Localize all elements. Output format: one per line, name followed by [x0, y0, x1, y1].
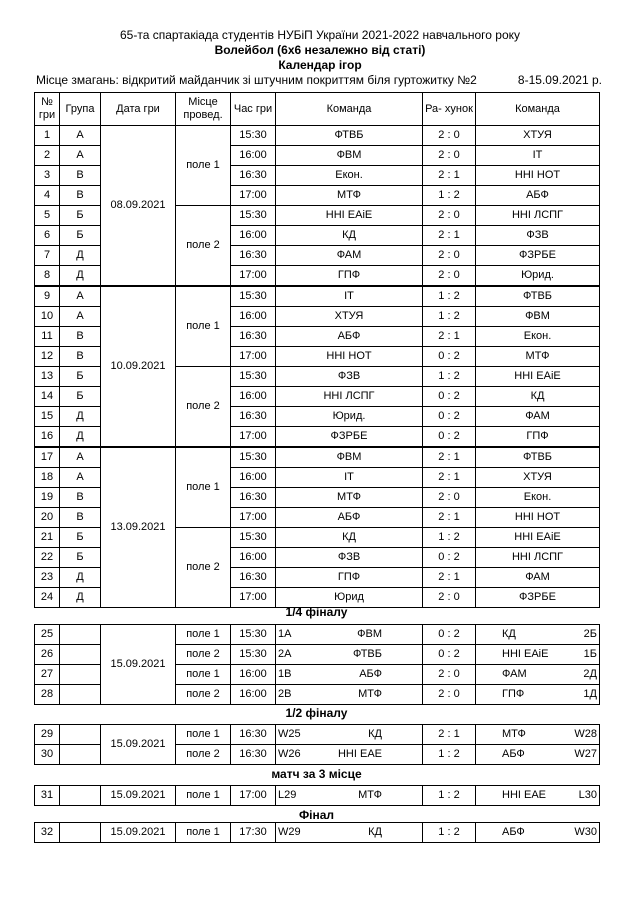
- col-group-header: Група: [60, 93, 101, 126]
- score-cell: 0 : 2: [423, 387, 476, 407]
- team2-cell: Юрид.: [476, 266, 600, 287]
- group-cell: Б: [60, 206, 101, 226]
- game-num-cell: 5: [35, 206, 60, 226]
- team1-cell: ГПФ: [276, 568, 423, 588]
- game-num-cell: 7: [35, 246, 60, 266]
- team2-cell: ФТВБ: [476, 447, 600, 468]
- group-cell: В: [60, 186, 101, 206]
- team2-cell: ННІ ЕАіЕ: [476, 367, 600, 387]
- table-row: [35, 625, 600, 645]
- date-cell: 15.09.2021: [101, 786, 176, 806]
- team2-cell: [476, 725, 600, 745]
- place-cell: поле 1: [176, 823, 231, 843]
- score-cell: 2 : 1: [423, 568, 476, 588]
- place-cell: поле 1: [176, 447, 231, 528]
- team1-cell: Юрид: [276, 588, 423, 608]
- game-num-cell: 31: [35, 786, 60, 806]
- team2-cell: [476, 745, 600, 765]
- group-cell: В: [60, 166, 101, 186]
- time-cell: 16:00: [231, 307, 276, 327]
- game-num-cell: 11: [35, 327, 60, 347]
- time-cell: 16:30: [231, 327, 276, 347]
- score-cell: 1 : 2: [423, 367, 476, 387]
- team2-cell: ФЗРБЕ: [476, 246, 600, 266]
- score-cell: 2 : 0: [423, 146, 476, 166]
- time-cell: 15:30: [231, 528, 276, 548]
- game-num-cell: 25: [35, 625, 60, 645]
- team2-cell: [476, 823, 600, 843]
- seed-code: 1Д: [583, 688, 597, 700]
- game-num-cell: 18: [35, 468, 60, 488]
- place-cell: поле 2: [176, 528, 231, 608]
- game-num-cell: 4: [35, 186, 60, 206]
- place-cell: поле 2: [176, 685, 231, 705]
- group-cell: [60, 786, 101, 806]
- team1-cell: [276, 823, 423, 843]
- game-num-cell: 3: [35, 166, 60, 186]
- table-header-row: [35, 93, 600, 126]
- team2-cell: ФАМ: [476, 407, 600, 427]
- document-title: 65-та спартакіада студентів НУБіП України 2021-2022 навчального року: [120, 28, 520, 42]
- team1-cell: ГПФ: [276, 266, 423, 287]
- team1-cell: [276, 665, 423, 685]
- team1-cell: ННІ ЕАіЕ: [276, 206, 423, 226]
- game-num-cell: 29: [35, 725, 60, 745]
- score-cell: 1 : 2: [423, 528, 476, 548]
- game-num-cell: 13: [35, 367, 60, 387]
- score-cell: 2 : 1: [423, 508, 476, 528]
- seed-code: 1Б: [583, 648, 597, 660]
- stage-title: 1/2 фіналу: [285, 706, 348, 720]
- playoff-table: [34, 724, 600, 765]
- table-row: [35, 823, 600, 843]
- time-cell: 17:00: [231, 786, 276, 806]
- col-date-header: Дата гри: [101, 93, 176, 126]
- team1-cell: ФТВБ: [276, 126, 423, 146]
- team2-cell: [476, 786, 600, 806]
- team1-cell: [276, 625, 423, 645]
- seed-code: 2А: [278, 648, 292, 660]
- date-cell: 15.09.2021: [101, 725, 176, 765]
- place-cell: поле 2: [176, 645, 231, 665]
- game-num-cell: 6: [35, 226, 60, 246]
- team1-cell: ННІ НОТ: [276, 347, 423, 367]
- seed-code: W27: [574, 748, 597, 760]
- team1-cell: ІТ: [276, 468, 423, 488]
- score-cell: 1 : 2: [423, 307, 476, 327]
- col-time-header: Час гри: [231, 93, 276, 126]
- col-team2-header: Команда: [476, 93, 600, 126]
- time-cell: 17:00: [231, 588, 276, 608]
- seed-code: 2Д: [583, 668, 597, 680]
- date-cell: 15.09.2021: [101, 823, 176, 843]
- team2-cell: ННІ НОТ: [476, 166, 600, 186]
- place-cell: поле 2: [176, 745, 231, 765]
- score-cell: 1 : 2: [423, 786, 476, 806]
- time-cell: 16:00: [231, 665, 276, 685]
- game-num-cell: 23: [35, 568, 60, 588]
- team2-cell: ННІ ЛСПГ: [476, 206, 600, 226]
- game-num-cell: 2: [35, 146, 60, 166]
- group-cell: Б: [60, 387, 101, 407]
- stage-title: матч за 3 місце: [271, 767, 362, 781]
- team-name: ННІ ЕАЕ: [502, 789, 547, 801]
- team1-cell: Екон.: [276, 166, 423, 186]
- place-cell: поле 1: [176, 786, 231, 806]
- group-cell: Д: [60, 568, 101, 588]
- group-cell: В: [60, 347, 101, 367]
- score-cell: 2 : 0: [423, 126, 476, 146]
- col-place-header: Місце провед.: [176, 93, 231, 126]
- table-row: [35, 447, 600, 468]
- score-cell: 2 : 0: [423, 266, 476, 287]
- seed-code: W28: [574, 728, 597, 740]
- group-cell: Д: [60, 407, 101, 427]
- group-cell: А: [60, 126, 101, 146]
- date-cell: 10.09.2021: [101, 286, 176, 447]
- team2-cell: Екон.: [476, 488, 600, 508]
- time-cell: 16:30: [231, 725, 276, 745]
- group-cell: А: [60, 307, 101, 327]
- stage-title: 1/4 фіналу: [285, 605, 348, 619]
- score-cell: 1 : 2: [423, 186, 476, 206]
- place-cell: поле 1: [176, 725, 231, 745]
- game-num-cell: 10: [35, 307, 60, 327]
- team1-cell: МТФ: [276, 488, 423, 508]
- table-row: [35, 786, 600, 806]
- team2-cell: ФЗРБЕ: [476, 588, 600, 608]
- score-cell: 2 : 0: [423, 665, 476, 685]
- team2-cell: [476, 625, 600, 645]
- group-cell: Д: [60, 246, 101, 266]
- game-num-cell: 14: [35, 387, 60, 407]
- time-cell: 15:30: [231, 367, 276, 387]
- time-cell: 15:30: [231, 625, 276, 645]
- score-cell: 2 : 1: [423, 447, 476, 468]
- team2-cell: ФЗВ: [476, 226, 600, 246]
- team2-cell: [476, 665, 600, 685]
- score-cell: 1 : 2: [423, 823, 476, 843]
- group-cell: А: [60, 447, 101, 468]
- team1-cell: ФВМ: [276, 146, 423, 166]
- game-num-cell: 21: [35, 528, 60, 548]
- game-num-cell: 30: [35, 745, 60, 765]
- group-cell: Б: [60, 548, 101, 568]
- group-cell: Д: [60, 588, 101, 608]
- score-cell: 0 : 2: [423, 548, 476, 568]
- team2-cell: ІТ: [476, 146, 600, 166]
- game-num-cell: 12: [35, 347, 60, 367]
- team-name: МТФ: [358, 789, 382, 801]
- team2-cell: [476, 645, 600, 665]
- team1-cell: АБФ: [276, 327, 423, 347]
- playoff-table: [34, 624, 600, 705]
- team-name: ГПФ: [502, 688, 525, 700]
- game-num-cell: 32: [35, 823, 60, 843]
- time-cell: 17:00: [231, 186, 276, 206]
- time-cell: 17:30: [231, 823, 276, 843]
- time-cell: 16:00: [231, 387, 276, 407]
- sport-title: Волейбол (6х6 незалежно від статі): [214, 43, 426, 57]
- game-num-cell: 1: [35, 126, 60, 146]
- team2-cell: АБФ: [476, 186, 600, 206]
- score-cell: 1 : 2: [423, 286, 476, 307]
- time-cell: 16:00: [231, 468, 276, 488]
- group-cell: [60, 625, 101, 645]
- game-num-cell: 17: [35, 447, 60, 468]
- seed-code: W30: [574, 826, 597, 838]
- seed-code: 1В: [278, 668, 292, 680]
- team1-cell: [276, 745, 423, 765]
- group-cell: А: [60, 468, 101, 488]
- score-cell: 2 : 1: [423, 166, 476, 186]
- team1-cell: ННІ ЛСПГ: [276, 387, 423, 407]
- time-cell: 15:30: [231, 286, 276, 307]
- score-cell: 2 : 1: [423, 327, 476, 347]
- venue-text: Місце змагань: відкритий майданчик зі штучним покриттям біля гуртожитку №2: [36, 73, 477, 87]
- team1-cell: ФЗВ: [276, 548, 423, 568]
- team2-cell: ФАМ: [476, 568, 600, 588]
- time-cell: 16:30: [231, 166, 276, 186]
- team1-cell: [276, 786, 423, 806]
- score-cell: 2 : 0: [423, 488, 476, 508]
- time-cell: 16:30: [231, 568, 276, 588]
- score-cell: 0 : 2: [423, 427, 476, 448]
- group-cell: В: [60, 327, 101, 347]
- game-num-cell: 8: [35, 266, 60, 287]
- time-cell: 16:30: [231, 745, 276, 765]
- team-name: ФАМ: [502, 668, 527, 680]
- date-cell: 13.09.2021: [101, 447, 176, 608]
- seed-code: 1А: [278, 628, 292, 640]
- time-cell: 16:00: [231, 146, 276, 166]
- place-cell: поле 1: [176, 286, 231, 367]
- table-row: [35, 286, 600, 307]
- game-num-cell: 20: [35, 508, 60, 528]
- group-cell: [60, 645, 101, 665]
- group-cell: Б: [60, 367, 101, 387]
- team2-cell: ННІ НОТ: [476, 508, 600, 528]
- team1-cell: [276, 685, 423, 705]
- seed-code: 2Б: [583, 628, 597, 640]
- dates-text: 8-15.09.2021 р.: [517, 73, 602, 87]
- score-cell: 2 : 0: [423, 246, 476, 266]
- team1-cell: Юрид.: [276, 407, 423, 427]
- game-num-cell: 22: [35, 548, 60, 568]
- seed-code: W26: [278, 748, 301, 760]
- team2-cell: [476, 685, 600, 705]
- seed-code: W25: [278, 728, 301, 740]
- team2-cell: ННІ ЕАіЕ: [476, 528, 600, 548]
- team-name: КД: [502, 628, 516, 640]
- team1-cell: ФАМ: [276, 246, 423, 266]
- team-name: АБФ: [502, 826, 525, 838]
- team-name: АБФ: [502, 748, 525, 760]
- group-stage-table: [34, 92, 600, 608]
- team1-cell: ІТ: [276, 286, 423, 307]
- time-cell: 15:30: [231, 126, 276, 146]
- seed-code: L29: [278, 789, 297, 801]
- group-cell: [60, 745, 101, 765]
- score-cell: 0 : 2: [423, 407, 476, 427]
- score-cell: 2 : 0: [423, 588, 476, 608]
- stage-title: Фінал: [298, 808, 335, 822]
- group-cell: А: [60, 286, 101, 307]
- team2-cell: МТФ: [476, 347, 600, 367]
- time-cell: 16:00: [231, 226, 276, 246]
- game-num-cell: 16: [35, 427, 60, 448]
- team2-cell: ХТУЯ: [476, 126, 600, 146]
- game-num-cell: 26: [35, 645, 60, 665]
- date-cell: 08.09.2021: [101, 126, 176, 287]
- table-row: [35, 725, 600, 745]
- place-cell: поле 1: [176, 665, 231, 685]
- team1-cell: МТФ: [276, 186, 423, 206]
- team-name: АБФ: [359, 668, 382, 680]
- place-cell: поле 2: [176, 367, 231, 448]
- team-name: ННІ ЕАЕ: [337, 748, 382, 760]
- time-cell: 16:30: [231, 246, 276, 266]
- team-name: КД: [368, 826, 382, 838]
- game-num-cell: 9: [35, 286, 60, 307]
- score-cell: 1 : 2: [423, 745, 476, 765]
- seed-code: W29: [278, 826, 301, 838]
- place-cell: поле 2: [176, 206, 231, 287]
- time-cell: 15:30: [231, 645, 276, 665]
- place-cell: поле 1: [176, 126, 231, 206]
- time-cell: 16:30: [231, 407, 276, 427]
- group-cell: [60, 823, 101, 843]
- group-cell: Д: [60, 266, 101, 287]
- team-name: МТФ: [358, 688, 382, 700]
- team2-cell: ГПФ: [476, 427, 600, 448]
- team2-cell: ХТУЯ: [476, 468, 600, 488]
- playoff-table: [34, 785, 600, 806]
- team2-cell: ФВМ: [476, 307, 600, 327]
- col-num-header: № гри: [35, 93, 60, 126]
- team2-cell: КД: [476, 387, 600, 407]
- team1-cell: ФЗРБЕ: [276, 427, 423, 448]
- team2-cell: Екон.: [476, 327, 600, 347]
- game-num-cell: 15: [35, 407, 60, 427]
- group-cell: [60, 665, 101, 685]
- time-cell: 17:00: [231, 427, 276, 448]
- team-name: ННІ ЕАіЕ: [502, 648, 549, 660]
- team1-cell: [276, 725, 423, 745]
- team-name: КД: [368, 728, 382, 740]
- game-num-cell: 28: [35, 685, 60, 705]
- team-name: МТФ: [502, 728, 526, 740]
- group-cell: А: [60, 146, 101, 166]
- team1-cell: КД: [276, 528, 423, 548]
- score-cell: 0 : 2: [423, 347, 476, 367]
- game-num-cell: 19: [35, 488, 60, 508]
- score-cell: 2 : 1: [423, 468, 476, 488]
- seed-code: L30: [578, 789, 597, 801]
- playoff-table: [34, 822, 600, 843]
- team1-cell: ХТУЯ: [276, 307, 423, 327]
- group-cell: Б: [60, 226, 101, 246]
- score-cell: 2 : 0: [423, 685, 476, 705]
- time-cell: 16:30: [231, 488, 276, 508]
- time-cell: 15:30: [231, 206, 276, 226]
- col-score-header: Ра- хунок: [423, 93, 476, 126]
- group-cell: [60, 685, 101, 705]
- group-cell: В: [60, 488, 101, 508]
- team-name: ФВМ: [357, 628, 382, 640]
- score-cell: 2 : 1: [423, 725, 476, 745]
- place-cell: поле 1: [176, 625, 231, 645]
- time-cell: 15:30: [231, 447, 276, 468]
- team2-cell: ННІ ЛСПГ: [476, 548, 600, 568]
- schedule-title: Календар ігор: [278, 58, 362, 72]
- time-cell: 17:00: [231, 508, 276, 528]
- col-team1-header: Команда: [276, 93, 423, 126]
- score-cell: 2 : 1: [423, 226, 476, 246]
- score-cell: 2 : 0: [423, 206, 476, 226]
- time-cell: 17:00: [231, 347, 276, 367]
- game-num-cell: 24: [35, 588, 60, 608]
- seed-code: 2В: [278, 688, 292, 700]
- score-cell: 0 : 2: [423, 625, 476, 645]
- team-name: ФТВБ: [352, 648, 382, 660]
- game-num-cell: 27: [35, 665, 60, 685]
- table-row: [35, 126, 600, 146]
- team1-cell: ФВМ: [276, 447, 423, 468]
- time-cell: 16:00: [231, 548, 276, 568]
- team2-cell: ФТВБ: [476, 286, 600, 307]
- team1-cell: [276, 645, 423, 665]
- team1-cell: АБФ: [276, 508, 423, 528]
- group-cell: Д: [60, 427, 101, 448]
- group-cell: В: [60, 508, 101, 528]
- date-cell: 15.09.2021: [101, 625, 176, 705]
- time-cell: 16:00: [231, 685, 276, 705]
- group-cell: [60, 725, 101, 745]
- team1-cell: ФЗВ: [276, 367, 423, 387]
- time-cell: 17:00: [231, 266, 276, 287]
- score-cell: 0 : 2: [423, 645, 476, 665]
- group-cell: Б: [60, 528, 101, 548]
- team1-cell: КД: [276, 226, 423, 246]
